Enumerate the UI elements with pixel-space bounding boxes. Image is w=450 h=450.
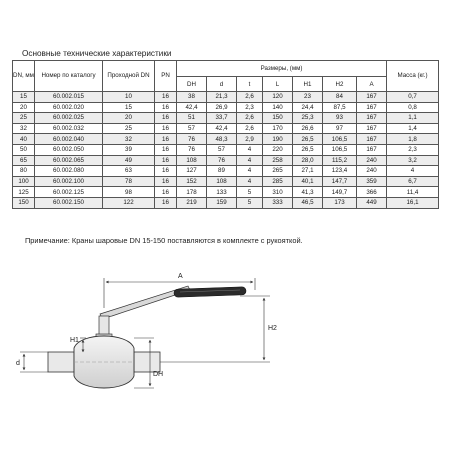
- cell-dn: 20: [13, 102, 35, 113]
- cell-l: 265: [263, 166, 293, 177]
- table-row: [13, 197, 439, 208]
- cell-h1: 41,3: [293, 187, 323, 198]
- cell-passage: 10: [103, 92, 155, 103]
- cell-catalog: 60.002.040: [35, 134, 103, 145]
- cell-dh: 108: [177, 155, 207, 166]
- cell-pn: 16: [155, 92, 177, 103]
- cell-pn: 16: [155, 166, 177, 177]
- spec-table-body: [13, 92, 439, 209]
- cell-dh: 219: [177, 197, 207, 208]
- note-text: Примечание: Краны шаровые DN 15-150 поставляются в комплекте с рукояткой.: [25, 236, 303, 245]
- cell-dh: 76: [177, 134, 207, 145]
- cell-h2: 173: [323, 197, 357, 208]
- cell-mass: 2,3: [387, 144, 439, 155]
- cell-mass: 6,7: [387, 176, 439, 187]
- cell-l: 190: [263, 134, 293, 145]
- dimension-h2: [160, 296, 277, 362]
- cell-d: 26,9: [207, 102, 237, 113]
- cell-passage: 98: [103, 187, 155, 198]
- cell-h2: 87,5: [323, 102, 357, 113]
- cell-l: 258: [263, 155, 293, 166]
- cell-d: 133: [207, 187, 237, 198]
- cell-mass: 0,7: [387, 92, 439, 103]
- cell-t: 2,6: [237, 123, 263, 134]
- cell-d: 57: [207, 144, 237, 155]
- table-row: [13, 92, 439, 103]
- cell-l: 310: [263, 187, 293, 198]
- cell-dn: 125: [13, 187, 35, 198]
- header-dimensions: Размеры, (мм): [177, 61, 387, 77]
- cell-mass: 1,1: [387, 113, 439, 124]
- table-row: [13, 123, 439, 134]
- cell-t: 4: [237, 155, 263, 166]
- cell-dh: 57: [177, 123, 207, 134]
- cell-h1: 23: [293, 92, 323, 103]
- cell-dh: 76: [177, 144, 207, 155]
- cell-dn: 25: [13, 113, 35, 124]
- table-row: [13, 166, 439, 177]
- cell-a: 167: [357, 123, 387, 134]
- cell-dn: 80: [13, 166, 35, 177]
- cell-passage: 15: [103, 102, 155, 113]
- cell-mass: 0,8: [387, 102, 439, 113]
- cell-h1: 26,6: [293, 123, 323, 134]
- cell-t: 2,6: [237, 113, 263, 124]
- header-t: t: [237, 77, 263, 92]
- cell-catalog: 60.002.050: [35, 144, 103, 155]
- cell-mass: 16,1: [387, 197, 439, 208]
- header-mass: Масса (кг.): [387, 61, 439, 92]
- cell-catalog: 60.002.020: [35, 102, 103, 113]
- cell-h1: 26,5: [293, 134, 323, 145]
- cell-passage: 49: [103, 155, 155, 166]
- cell-d: 48,3: [207, 134, 237, 145]
- label-d: d: [16, 360, 20, 367]
- cell-l: 120: [263, 92, 293, 103]
- cell-mass: 1,4: [387, 123, 439, 134]
- cell-catalog: 60.002.100: [35, 176, 103, 187]
- cell-dh: 51: [177, 113, 207, 124]
- cell-passage: 122: [103, 197, 155, 208]
- cell-t: 2,3: [237, 102, 263, 113]
- table-row: [13, 102, 439, 113]
- cell-d: 159: [207, 197, 237, 208]
- table-row: [13, 176, 439, 187]
- table-row: [13, 113, 439, 124]
- header-catalog: Номер по каталогу: [35, 61, 103, 92]
- cell-passage: 78: [103, 176, 155, 187]
- cell-a: 366: [357, 187, 387, 198]
- cell-pn: 16: [155, 187, 177, 198]
- cell-h2: 115,2: [323, 155, 357, 166]
- cell-h2: 106,5: [323, 134, 357, 145]
- cell-h1: 40,1: [293, 176, 323, 187]
- cell-dn: 65: [13, 155, 35, 166]
- cell-passage: 63: [103, 166, 155, 177]
- cell-a: 167: [357, 144, 387, 155]
- cell-pn: 16: [155, 102, 177, 113]
- cell-passage: 25: [103, 123, 155, 134]
- cell-passage: 20: [103, 113, 155, 124]
- cell-a: 449: [357, 197, 387, 208]
- cell-passage: 39: [103, 144, 155, 155]
- valve-drawing: [0, 260, 450, 450]
- cell-d: 42,4: [207, 123, 237, 134]
- valve-handle: [100, 286, 246, 318]
- cell-catalog: 60.002.025: [35, 113, 103, 124]
- cell-catalog: 60.002.015: [35, 92, 103, 103]
- cell-h1: 26,5: [293, 144, 323, 155]
- cell-catalog: 60.002.065: [35, 155, 103, 166]
- dimension-d: [16, 352, 48, 372]
- cell-a: 359: [357, 176, 387, 187]
- label-dh: DH: [153, 371, 164, 378]
- cell-dh: 127: [177, 166, 207, 177]
- cell-l: 333: [263, 197, 293, 208]
- header-d: d: [207, 77, 237, 92]
- header-a: A: [357, 77, 387, 92]
- label-h2: H2: [268, 325, 277, 332]
- cell-dh: 38: [177, 92, 207, 103]
- cell-a: 240: [357, 155, 387, 166]
- cell-l: 220: [263, 144, 293, 155]
- header-passage: Проходной DN: [103, 61, 155, 92]
- cell-passage: 32: [103, 134, 155, 145]
- cell-h1: 25,3: [293, 113, 323, 124]
- cell-dn: 150: [13, 197, 35, 208]
- cell-d: 76: [207, 155, 237, 166]
- cell-dn: 32: [13, 123, 35, 134]
- cell-a: 167: [357, 113, 387, 124]
- cell-h2: 123,4: [323, 166, 357, 177]
- cell-dn: 40: [13, 134, 35, 145]
- cell-a: 240: [357, 166, 387, 177]
- cell-pn: 16: [155, 144, 177, 155]
- cell-mass: 4: [387, 166, 439, 177]
- cell-h2: 97: [323, 123, 357, 134]
- label-h1: H1: [70, 337, 79, 344]
- cell-t: 2,9: [237, 134, 263, 145]
- cell-l: 150: [263, 113, 293, 124]
- cell-catalog: 60.002.080: [35, 166, 103, 177]
- cell-t: 4: [237, 166, 263, 177]
- header-h1: H1: [293, 77, 323, 92]
- cell-catalog: 60.002.125: [35, 187, 103, 198]
- cell-d: 108: [207, 176, 237, 187]
- cell-h2: 93: [323, 113, 357, 124]
- cell-t: 2,6: [237, 92, 263, 103]
- cell-d: 89: [207, 166, 237, 177]
- cell-mass: 1,8: [387, 134, 439, 145]
- cell-mass: 11,4: [387, 187, 439, 198]
- cell-dh: 42,4: [177, 102, 207, 113]
- cell-t: 4: [237, 176, 263, 187]
- cell-h2: 147,7: [323, 176, 357, 187]
- cell-t: 4: [237, 144, 263, 155]
- cell-a: 167: [357, 134, 387, 145]
- cell-pn: 16: [155, 155, 177, 166]
- cell-h2: 149,7: [323, 187, 357, 198]
- cell-pn: 16: [155, 123, 177, 134]
- table-row: [13, 134, 439, 145]
- spec-table: [12, 60, 439, 209]
- cell-h2: 106,5: [323, 144, 357, 155]
- header-pn: PN: [155, 61, 177, 92]
- cell-dn: 50: [13, 144, 35, 155]
- cell-t: 5: [237, 187, 263, 198]
- valve-body: [48, 336, 160, 388]
- cell-h1: 27,1: [293, 166, 323, 177]
- table-row: [13, 155, 439, 166]
- header-h2: H2: [323, 77, 357, 92]
- cell-h1: 46,5: [293, 197, 323, 208]
- cell-t: 5: [237, 197, 263, 208]
- cell-pn: 16: [155, 176, 177, 187]
- cell-mass: 3,2: [387, 155, 439, 166]
- table-caption: Основные технические характеристики: [22, 49, 172, 58]
- table-row: [13, 187, 439, 198]
- cell-dh: 178: [177, 187, 207, 198]
- table-row: [13, 144, 439, 155]
- cell-d: 21,3: [207, 92, 237, 103]
- cell-a: 167: [357, 92, 387, 103]
- cell-d: 33,7: [207, 113, 237, 124]
- cell-catalog: 60.002.032: [35, 123, 103, 134]
- cell-a: 167: [357, 102, 387, 113]
- cell-pn: 16: [155, 113, 177, 124]
- cell-l: 285: [263, 176, 293, 187]
- label-a: A: [178, 273, 183, 280]
- cell-h2: 84: [323, 92, 357, 103]
- cell-l: 140: [263, 102, 293, 113]
- header-dh: DH: [177, 77, 207, 92]
- cell-h1: 28,0: [293, 155, 323, 166]
- cell-h1: 24,4: [293, 102, 323, 113]
- cell-dh: 152: [177, 176, 207, 187]
- header-l: L: [263, 77, 293, 92]
- cell-dn: 15: [13, 92, 35, 103]
- cell-pn: 16: [155, 197, 177, 208]
- cell-dn: 100: [13, 176, 35, 187]
- header-dn: DN, мм: [13, 61, 35, 92]
- cell-catalog: 60.002.150: [35, 197, 103, 208]
- cell-l: 170: [263, 123, 293, 134]
- cell-pn: 16: [155, 134, 177, 145]
